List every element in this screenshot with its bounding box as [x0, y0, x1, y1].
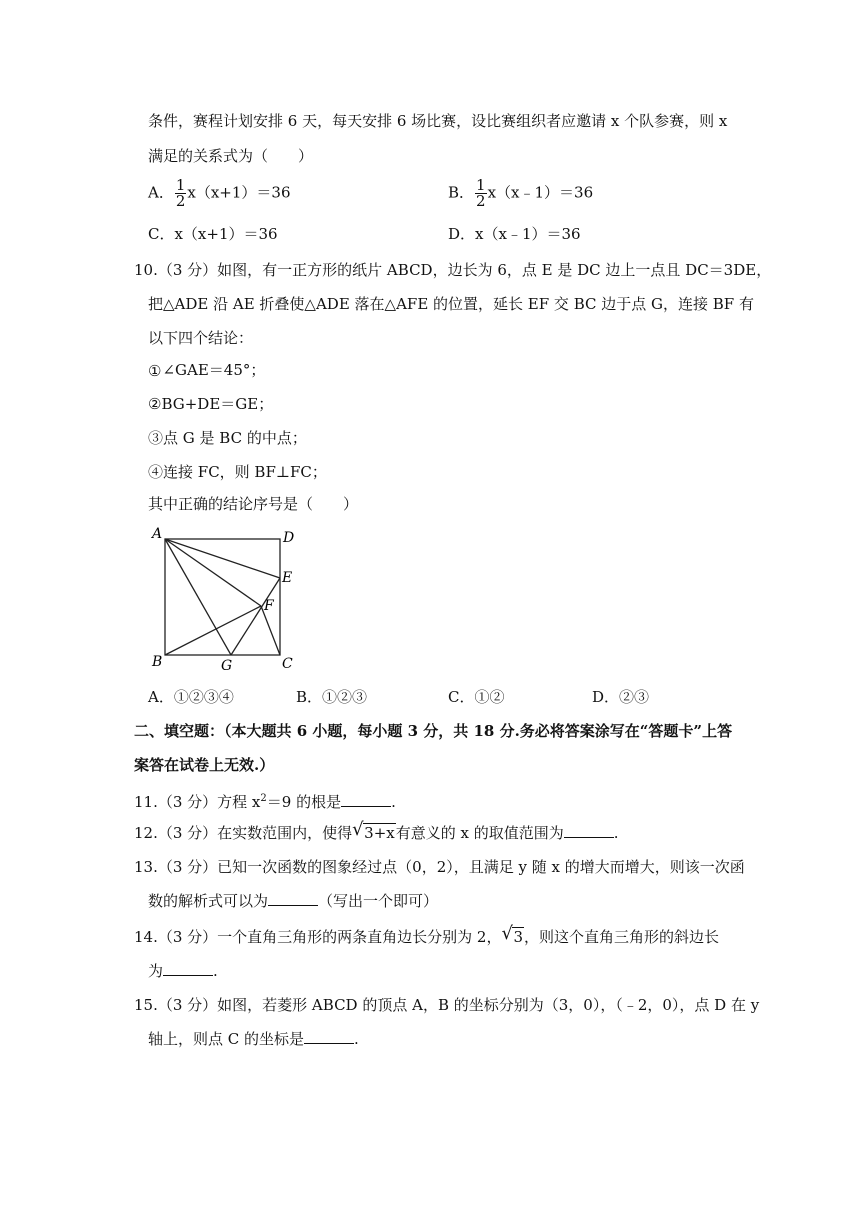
square-abcd: [165, 539, 280, 655]
conclusion-number: ④: [148, 463, 164, 481]
q9-option-c[interactable]: C．x（x+1）＝36: [148, 225, 278, 243]
q10-conclusion-4: ④连接 FC，则 BF⊥FC；: [148, 463, 327, 481]
segment-af: [165, 539, 261, 606]
square-fold-figure: [148, 522, 308, 674]
conclusion-number: ②: [148, 395, 162, 413]
q10-option-b[interactable]: B．①②③: [296, 688, 368, 706]
q9-option-a[interactable]: [148, 178, 291, 209]
conclusion-number: ③: [148, 429, 164, 447]
label-e: E: [282, 570, 293, 586]
sqrt-expression: √ 3: [501, 923, 524, 946]
label-a: A: [152, 526, 163, 542]
q9-line2: 满足的关系式为（ ）: [148, 147, 314, 165]
q12: 12.（3 分）在实数范围内，使得 √ 3+x有意义的 x 的取值范围为 .: [134, 819, 619, 842]
label-c: C: [282, 656, 293, 672]
q9-option-d[interactable]: D．x（x﹣1）＝36: [448, 225, 581, 243]
q10-line2: 把△ADE 沿 AE 折叠使△ADE 落在△AFE 的位置，延长 EF 交 BC 边于点 G，连接 BF 有: [148, 295, 754, 313]
label-b: B: [152, 654, 163, 670]
segment-ae: [165, 539, 280, 578]
answer-blank[interactable]: [564, 823, 614, 838]
answer-blank[interactable]: [304, 1029, 354, 1044]
q9-option-b-fraction: $\frac{1}{2}$: [476, 176, 486, 210]
q9-option-b-label: B．: [448, 183, 475, 202]
q9-option-b[interactable]: [448, 178, 593, 209]
q10-conclusion-2: ②BG+DE＝GE；: [148, 395, 274, 413]
q10-option-c[interactable]: C．①②: [448, 688, 505, 706]
section2-heading-line1: 二、填空题：（本大题共 6 小题，每小题 3 分，共 18 分.务必将答案涂写在“答题卡”上答: [134, 722, 733, 740]
q10-conclusion-3: ③点 G 是 BC 的中点；: [148, 429, 307, 447]
q13-line1: 13.（3 分）已知一次函数的图象经过点（0，2），且满足 y 随 x 的增大而增大，则该一次函: [134, 858, 745, 876]
answer-blank[interactable]: [268, 891, 318, 906]
conclusion-number: ①: [148, 361, 162, 380]
q9-line1: 条件，赛程计划安排 6 天，每天安排 6 场比赛，设比赛组织者应邀请 x 个队参赛，则 x: [148, 112, 728, 130]
answer-blank[interactable]: [163, 961, 213, 976]
label-f: F: [264, 598, 274, 614]
q10-option-d[interactable]: D．②③: [592, 688, 650, 706]
q14-line2: 为 .: [148, 962, 218, 980]
sqrt-expression: √ 3+x: [352, 819, 395, 842]
section2-heading-line2: 案答在试卷上无效.）: [134, 756, 275, 774]
q10-line1: 10.（3 分）如图，有一正方形的纸片 ABCD，边长为 6，点 E 是 DC 边上一点且 DC＝3DE，: [134, 261, 772, 279]
label-g: G: [221, 658, 233, 674]
answer-blank[interactable]: [341, 792, 391, 807]
q10-line3: 以下四个结论：: [148, 329, 254, 347]
q9-option-b-expr: x（x﹣1）＝36: [487, 183, 594, 202]
q9-option-a-label: A．: [148, 183, 174, 202]
q13-line2: 数的解析式可以为 （写出一个即可）: [148, 892, 439, 910]
q10-option-a[interactable]: A．①②③④: [148, 688, 234, 706]
label-d: D: [283, 530, 295, 546]
q15-line1: 15.（3 分）如图，若菱形 ABCD 的顶点 A，B 的坐标分别为（3，0），（﹣2，0），点 D 在 y: [134, 996, 760, 1014]
q9-option-a-fraction: $\frac{1}{2}$: [175, 176, 186, 210]
q10-question: 其中正确的结论序号是（ ）: [148, 495, 359, 513]
q11: 11.（3 分）方程 $x^2=9$ 的根是 .: [134, 793, 396, 811]
q10-conclusion-1: ①∠GAE＝45°；: [148, 361, 266, 380]
q15-line2: 轴上，则点 C 的坐标是 .: [148, 1030, 359, 1048]
q14-line1: 14.（3 分）一个直角三角形的两条直角边长分别为 2， √ 3，则这个直角三角形的斜边长: [134, 923, 720, 946]
q9-option-a-expr: x（x+1）＝36: [187, 183, 291, 202]
